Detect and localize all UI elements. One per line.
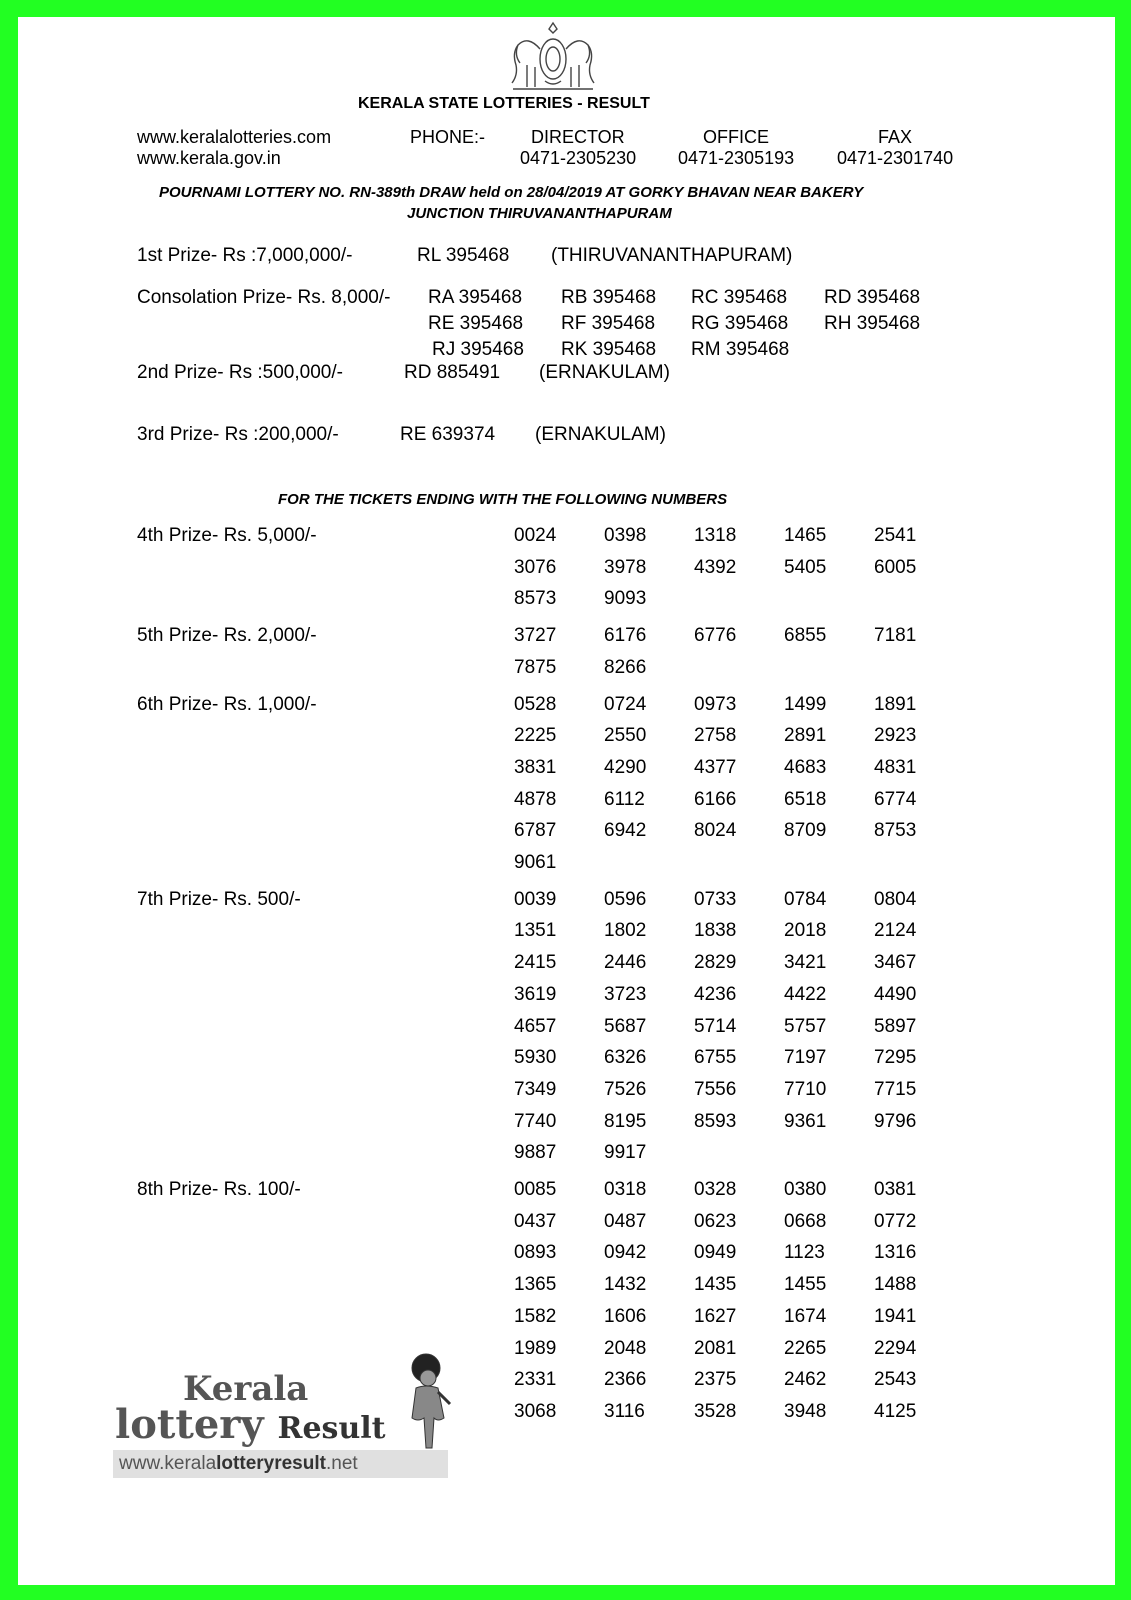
watermark-url xyxy=(113,1450,448,1478)
winning-number: 2891 xyxy=(784,725,827,746)
winning-number: 1465 xyxy=(784,525,827,546)
watermark-url-part1: www.kerala xyxy=(119,1453,217,1474)
winning-number: 0733 xyxy=(694,889,737,910)
winning-number: 1316 xyxy=(874,1242,917,1263)
winning-number: 1432 xyxy=(604,1274,647,1295)
winning-number: 0039 xyxy=(514,889,557,910)
winning-number: 1989 xyxy=(514,1338,557,1359)
consolation-ticket: RE 395468 xyxy=(428,313,524,334)
first-prize-label: 1st Prize- Rs :7,000,000/- xyxy=(137,245,353,266)
office-phone: 0471-2305193 xyxy=(678,148,795,168)
winning-number: 7197 xyxy=(784,1047,827,1068)
winning-number: 7715 xyxy=(874,1079,917,1100)
winning-number: 2225 xyxy=(514,725,557,746)
winning-number: 1435 xyxy=(694,1274,737,1295)
fax-phone: 0471-2301740 xyxy=(837,148,954,168)
phone-label: PHONE:- xyxy=(410,127,486,147)
winning-number: 6176 xyxy=(604,625,647,646)
winning-number: 2829 xyxy=(694,952,737,973)
prize-label: 8th Prize- Rs. 100/- xyxy=(137,1179,301,1200)
endings-heading: FOR THE TICKETS ENDING WITH THE FOLLOWING NUMBERS xyxy=(278,491,728,508)
winning-number: 2446 xyxy=(604,952,647,973)
winning-number: 1455 xyxy=(784,1274,827,1295)
office-label: OFFICE xyxy=(703,127,769,147)
winning-number: 1891 xyxy=(874,694,917,715)
third-prize-ticket: RE 639374 xyxy=(400,424,496,445)
winning-number: 5897 xyxy=(874,1016,917,1037)
winning-number: 4683 xyxy=(784,757,827,778)
winning-number: 1582 xyxy=(514,1306,557,1327)
winning-number: 2550 xyxy=(604,725,647,746)
winning-number: 5714 xyxy=(694,1016,737,1037)
winning-number: 0328 xyxy=(694,1179,737,1200)
consolation-ticket: RK 395468 xyxy=(561,339,657,360)
winning-number: 4236 xyxy=(694,984,737,1005)
winning-number: 6326 xyxy=(604,1047,647,1068)
consolation-ticket: RA 395468 xyxy=(428,287,523,308)
winning-number: 2124 xyxy=(874,920,917,941)
winning-number: 7875 xyxy=(514,657,557,678)
winning-number: 0381 xyxy=(874,1179,917,1200)
winning-number: 8593 xyxy=(694,1111,737,1132)
winning-number: 7526 xyxy=(604,1079,647,1100)
winning-number: 6855 xyxy=(784,625,827,646)
watermark-lottery-word: lottery xyxy=(115,1401,264,1448)
winning-number: 9796 xyxy=(874,1111,917,1132)
winning-number: 4392 xyxy=(694,557,737,578)
watermark-kerala-text: Kerala xyxy=(183,1369,309,1409)
winning-number: 3723 xyxy=(604,984,647,1005)
winning-number: 7556 xyxy=(694,1079,737,1100)
winning-number: 0724 xyxy=(604,694,647,715)
winning-number: 0893 xyxy=(514,1242,557,1263)
winning-number: 8024 xyxy=(694,820,737,841)
winning-number: 3528 xyxy=(694,1401,737,1422)
website-link-keralalotteries[interactable]: www.keralalotteries.com xyxy=(137,127,332,147)
director-phone: 0471-2305230 xyxy=(520,148,637,168)
winning-number: 3116 xyxy=(604,1401,645,1422)
winning-number: 0973 xyxy=(694,694,737,715)
draw-info-line2: JUNCTION THIRUVANANTHAPURAM xyxy=(407,205,672,222)
winning-number: 5405 xyxy=(784,557,827,578)
winning-number: 0668 xyxy=(784,1211,827,1232)
third-prize-label: 3rd Prize- Rs :200,000/- xyxy=(137,424,339,445)
winning-number: 2375 xyxy=(694,1369,737,1390)
winning-number: 6942 xyxy=(604,820,647,841)
winning-number: 0804 xyxy=(874,889,917,910)
result-sheet xyxy=(18,17,1115,1585)
winning-number: 3068 xyxy=(514,1401,557,1422)
winning-number: 4878 xyxy=(514,789,557,810)
watermark-url-part2: lotteryresult xyxy=(216,1453,326,1474)
winning-number: 4657 xyxy=(514,1016,557,1037)
winning-number: 7181 xyxy=(874,625,917,646)
winning-number: 9887 xyxy=(514,1142,557,1163)
winning-number: 7710 xyxy=(784,1079,827,1100)
winning-number: 4490 xyxy=(874,984,917,1005)
winning-number: 6518 xyxy=(784,789,827,810)
winning-number: 0949 xyxy=(694,1242,737,1263)
watermark-lottery-text xyxy=(115,1401,386,1448)
winning-number: 0487 xyxy=(604,1211,647,1232)
winning-number: 7349 xyxy=(514,1079,557,1100)
winning-number: 1941 xyxy=(874,1306,917,1327)
winning-number: 2758 xyxy=(694,725,737,746)
winning-number: 5757 xyxy=(784,1016,827,1037)
winning-number: 0623 xyxy=(694,1211,737,1232)
winning-number: 2923 xyxy=(874,725,917,746)
watermark-result-word: Result xyxy=(277,1411,386,1446)
winning-number: 2462 xyxy=(784,1369,827,1390)
second-prize-label: 2nd Prize- Rs :500,000/- xyxy=(137,362,343,383)
second-prize-ticket: RD 885491 xyxy=(404,362,501,383)
winning-number: 5930 xyxy=(514,1047,557,1068)
winning-number: 0942 xyxy=(604,1242,647,1263)
kerala-emblem-icon xyxy=(505,19,601,95)
winning-number: 1674 xyxy=(784,1306,827,1327)
winning-number: 0085 xyxy=(514,1179,557,1200)
winning-number: 2048 xyxy=(604,1338,647,1359)
winning-number: 9361 xyxy=(784,1111,827,1132)
winning-number: 1838 xyxy=(694,920,737,941)
winning-number: 9917 xyxy=(604,1142,647,1163)
winning-number: 4290 xyxy=(604,757,647,778)
winning-number: 1365 xyxy=(514,1274,557,1295)
fax-label: FAX xyxy=(878,127,913,147)
winning-number: 3619 xyxy=(514,984,557,1005)
winning-number: 6166 xyxy=(694,789,737,810)
draw-info-line1: POURNAMI LOTTERY NO. RN-389th DRAW held on 28/04/2019 AT GORKY BHAVAN NEAR BAKERY xyxy=(159,184,864,201)
winning-number: 8195 xyxy=(604,1111,647,1132)
prize-label: 5th Prize- Rs. 2,000/- xyxy=(137,625,317,647)
winning-number: 9093 xyxy=(604,588,647,609)
consolation-ticket: RM 395468 xyxy=(691,339,790,360)
winning-number: 1499 xyxy=(784,694,827,715)
winning-number: 2081 xyxy=(694,1338,737,1359)
winning-number: 3831 xyxy=(514,757,557,778)
winning-number: 3467 xyxy=(874,952,917,973)
winning-number: 3978 xyxy=(604,557,647,578)
winning-number: 2541 xyxy=(874,525,917,546)
winning-number: 6755 xyxy=(694,1047,737,1068)
winning-number: 7740 xyxy=(514,1111,557,1132)
winning-number: 5687 xyxy=(604,1016,647,1037)
winning-number: 4422 xyxy=(784,984,827,1005)
winning-number: 3421 xyxy=(784,952,827,973)
winning-number: 0024 xyxy=(514,525,557,546)
winning-number: 2415 xyxy=(514,952,557,973)
website-link-kerala-gov[interactable]: www.kerala.gov.in xyxy=(137,148,281,168)
winning-number: 7295 xyxy=(874,1047,917,1068)
winning-number: 6776 xyxy=(694,625,737,646)
winning-number: 0437 xyxy=(514,1211,557,1232)
prize-label: 4th Prize- Rs. 5,000/- xyxy=(137,525,317,546)
consolation-ticket: RD 395468 xyxy=(824,287,921,308)
prize-label: 6th Prize- Rs. 1,000/- xyxy=(137,693,317,715)
consolation-ticket: RF 395468 xyxy=(561,313,656,334)
winning-number: 2265 xyxy=(784,1338,827,1359)
winning-number: 4377 xyxy=(694,757,737,778)
winning-number: 0318 xyxy=(604,1179,647,1200)
winning-number: 1123 xyxy=(784,1242,825,1263)
second-prize-place: (ERNAKULAM) xyxy=(539,362,670,383)
consolation-ticket: RB 395468 xyxy=(561,287,657,308)
winning-number: 1627 xyxy=(694,1306,737,1327)
consolation-ticket: RG 395468 xyxy=(691,313,789,334)
winning-number: 8709 xyxy=(784,820,827,841)
winning-number: 2366 xyxy=(604,1369,647,1390)
winning-number: 9061 xyxy=(514,852,557,873)
winning-number: 0596 xyxy=(604,889,647,910)
consolation-prize-label: Consolation Prize- Rs. 8,000/- xyxy=(137,287,391,308)
winning-number: 6005 xyxy=(874,557,917,578)
page-title: KERALA STATE LOTTERIES - RESULT xyxy=(358,95,650,112)
winning-number: 0380 xyxy=(784,1179,827,1200)
winning-number: 4831 xyxy=(874,757,917,778)
mascot-icon xyxy=(396,1352,456,1462)
watermark-url-part3: .net xyxy=(325,1453,358,1474)
winning-number: 8573 xyxy=(514,588,557,609)
winning-number: 1802 xyxy=(604,920,647,941)
winning-number: 4125 xyxy=(874,1401,917,1422)
consolation-ticket: RH 395468 xyxy=(824,313,921,334)
winning-number: 1606 xyxy=(604,1306,647,1327)
winning-number: 0398 xyxy=(604,525,647,546)
winning-number: 6787 xyxy=(514,820,557,841)
winning-number: 0784 xyxy=(784,889,827,910)
winning-number: 2331 xyxy=(514,1369,557,1390)
winning-number: 8753 xyxy=(874,820,917,841)
winning-number: 0772 xyxy=(874,1211,917,1232)
winning-number: 2294 xyxy=(874,1338,917,1359)
director-label: DIRECTOR xyxy=(531,127,625,147)
third-prize-place: (ERNAKULAM) xyxy=(535,424,666,445)
winning-number: 2543 xyxy=(874,1369,917,1390)
winning-number: 1351 xyxy=(514,920,557,941)
winning-number: 3948 xyxy=(784,1401,827,1422)
winning-number: 6774 xyxy=(874,789,917,810)
winning-number: 3076 xyxy=(514,557,557,578)
winning-number: 1488 xyxy=(874,1274,917,1295)
winning-number: 6112 xyxy=(604,789,645,810)
winning-number: 3727 xyxy=(514,625,557,646)
first-prize-place: (THIRUVANANTHAPURAM) xyxy=(551,245,793,266)
consolation-ticket: RJ 395468 xyxy=(432,339,524,360)
consolation-ticket: RC 395468 xyxy=(691,287,788,308)
winning-number: 1318 xyxy=(694,525,737,546)
prize-label: 7th Prize- Rs. 500/- xyxy=(137,888,301,910)
winning-number: 0528 xyxy=(514,694,557,715)
winning-number: 8266 xyxy=(604,657,647,678)
first-prize-ticket: RL 395468 xyxy=(417,245,510,266)
winning-number: 2018 xyxy=(784,920,827,941)
